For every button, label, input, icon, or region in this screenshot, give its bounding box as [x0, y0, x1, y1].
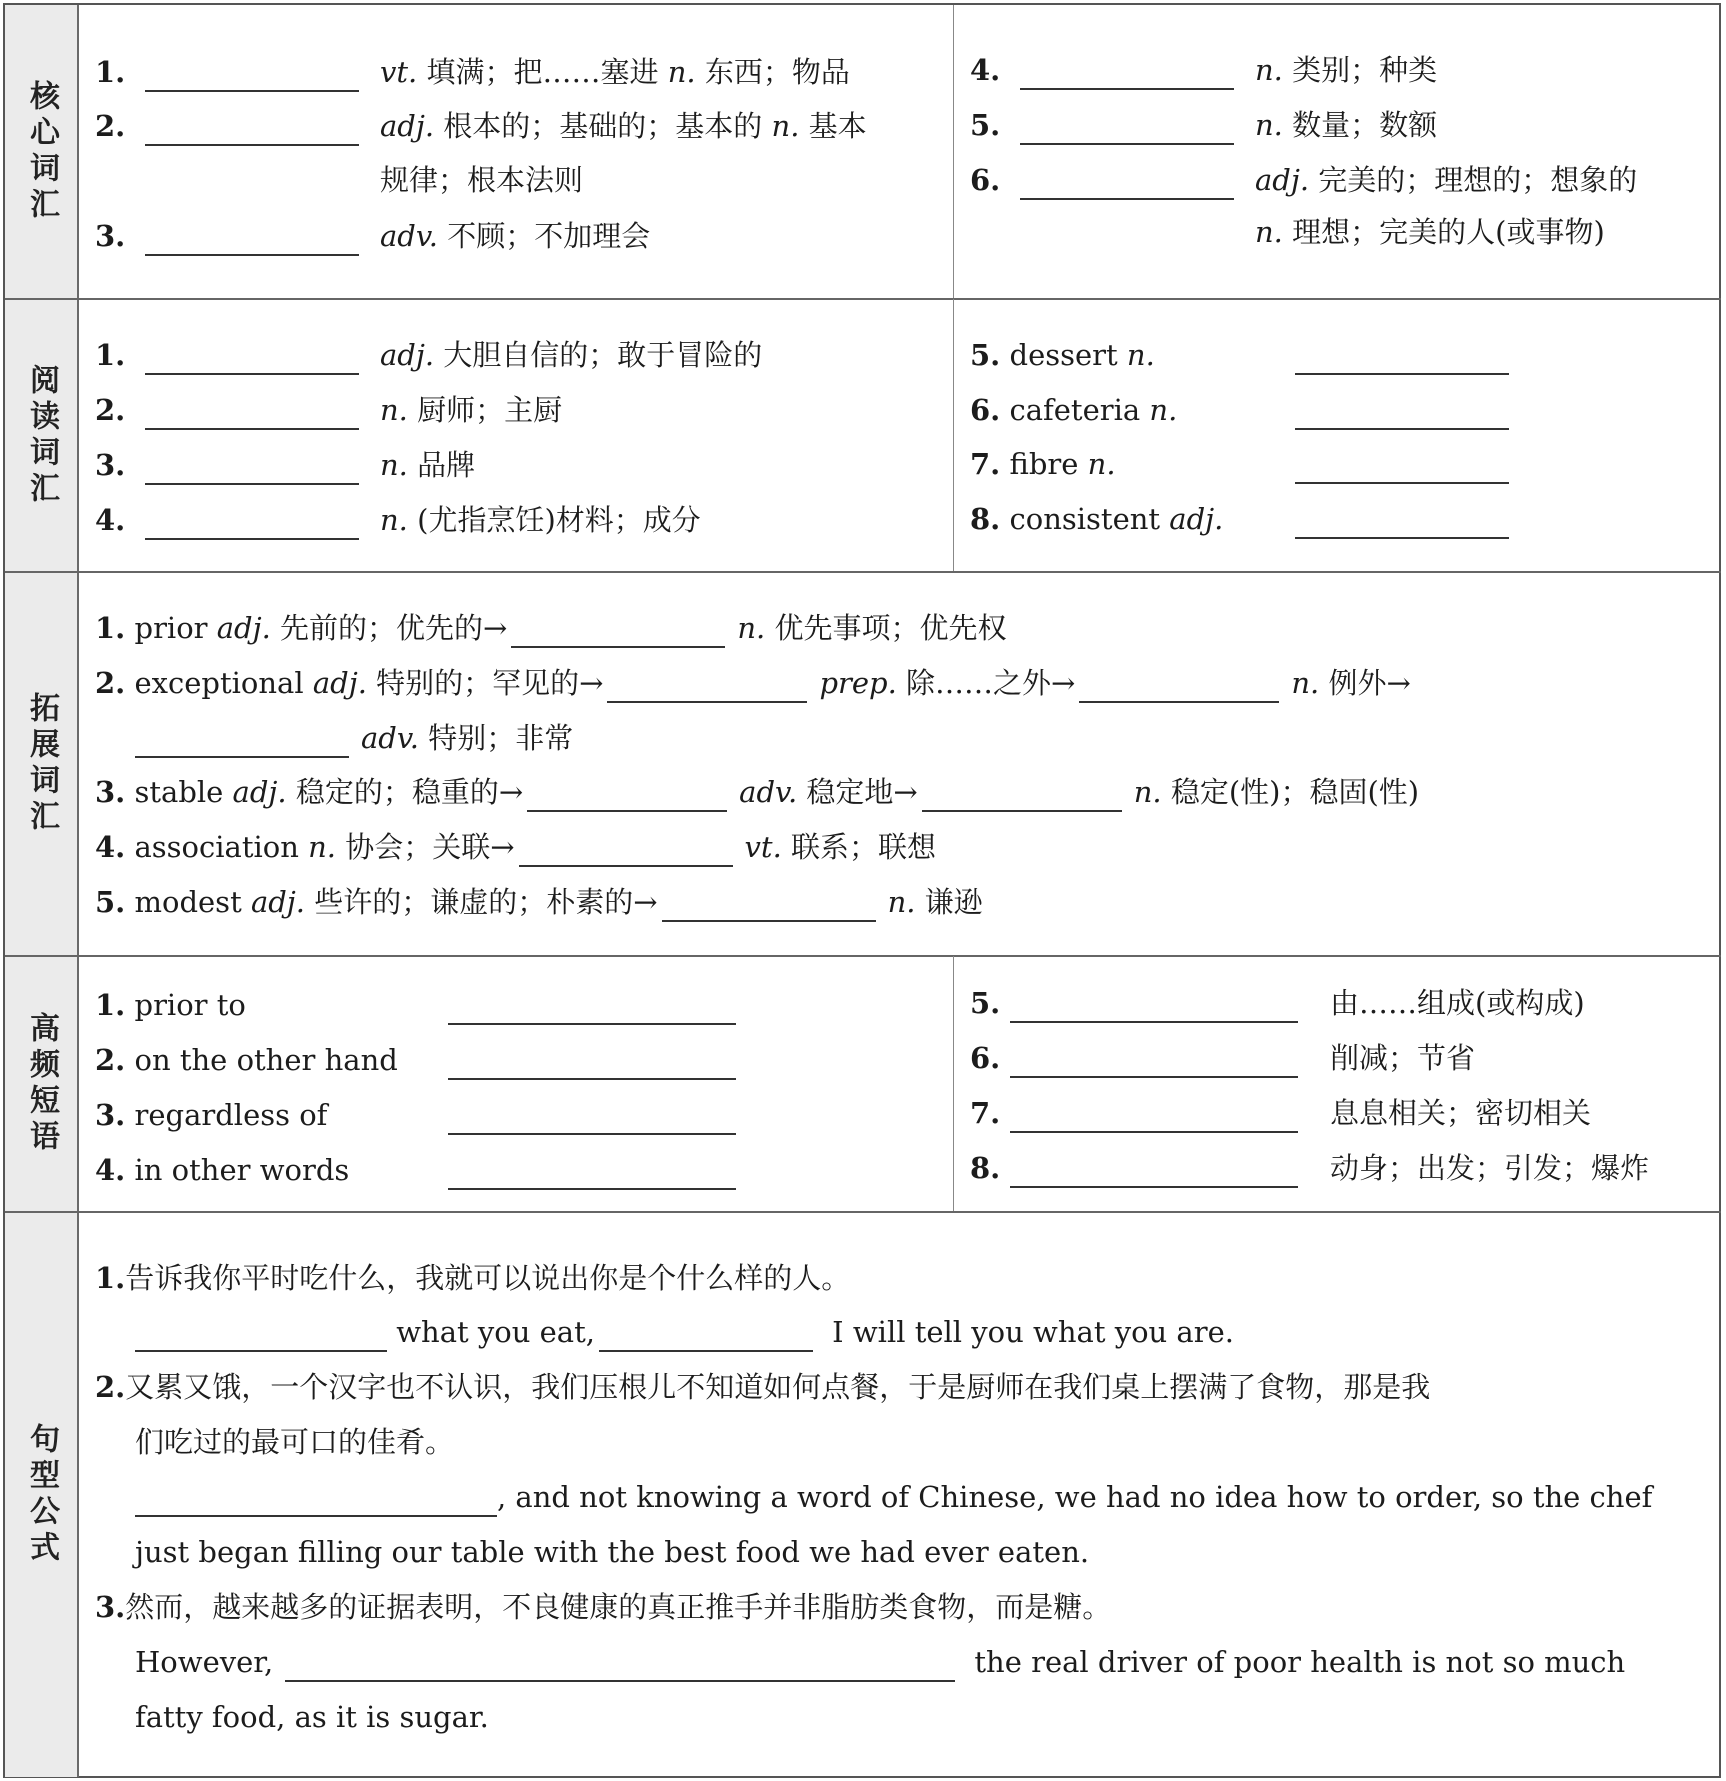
reading-item-5: 5. dessert n.: [970, 338, 1155, 372]
divider: [5, 571, 1721, 573]
phrase-item-6-def: 削减；节省: [1330, 1041, 1476, 1075]
phrase-item-1: 1. prior to: [95, 988, 246, 1022]
core-item-6-def: adj. 完美的；理想的；想象的: [1255, 163, 1638, 197]
sentence-2-cn-cont: 们吃过的最可口的佳肴。: [135, 1425, 455, 1459]
extend-item-5: 5. modest adj. 些许的；谦虚的；朴素的→ n. 谦逊: [95, 882, 983, 922]
answer-blank[interactable]: [135, 1487, 497, 1517]
answer-blank[interactable]: [607, 673, 807, 703]
section-label-phrases: 高频短语: [5, 956, 79, 1212]
core-item-6-def2: n. 理想；完美的人(或事物): [1255, 215, 1605, 249]
column-divider: [953, 956, 954, 1211]
answer-blank[interactable]: [145, 510, 359, 540]
answer-blank[interactable]: [527, 782, 727, 812]
answer-blank[interactable]: [1020, 115, 1234, 145]
core-item-2: 2.: [95, 106, 359, 146]
section-label-core: 核心词汇: [5, 5, 79, 299]
divider: [5, 298, 1721, 300]
reading-item-2-def: n. 厨师；主厨: [380, 393, 563, 427]
sentence-3-en: However, the real driver of poor health is not so much: [135, 1642, 1625, 1682]
reading-item-8: 8. consistent adj.: [970, 502, 1224, 536]
extend-item-1: 1. prior adj. 先前的；优先的→ n. 优先事项；优先权: [95, 608, 1006, 648]
answer-blank[interactable]: [1079, 673, 1279, 703]
column-divider: [953, 299, 954, 571]
phrase-item-2: 2. on the other hand: [95, 1043, 398, 1077]
reading-item-4-def: n. (尤指烹饪)材料；成分: [380, 503, 701, 537]
core-item-1: 1.: [95, 52, 359, 92]
answer-blank[interactable]: [1010, 1158, 1298, 1188]
answer-blank[interactable]: [448, 1160, 736, 1190]
core-item-3: 3.: [95, 216, 359, 256]
section-label-extend: 拓展词汇: [5, 572, 79, 956]
answer-blank[interactable]: [135, 728, 349, 758]
answer-blank[interactable]: [145, 62, 359, 92]
answer-blank[interactable]: [145, 455, 359, 485]
core-item-5: 5.: [970, 105, 1234, 145]
answer-blank[interactable]: [285, 1652, 955, 1682]
reading-item-3: 3.: [95, 445, 359, 485]
answer-blank[interactable]: [662, 892, 876, 922]
phrase-item-5: 5.: [970, 983, 1298, 1023]
answer-blank[interactable]: [145, 226, 359, 256]
answer-blank[interactable]: [1010, 1048, 1298, 1078]
core-item-4-def: n. 类别；种类: [1255, 53, 1438, 87]
answer-blank[interactable]: [448, 1105, 736, 1135]
answer-blank[interactable]: [145, 400, 359, 430]
answer-blank[interactable]: [1010, 1103, 1298, 1133]
core-item-5-def: n. 数量；数额: [1255, 108, 1438, 142]
sentence-2-en: , and not knowing a word of Chinese, we had no idea how to order, so the chef: [135, 1477, 1652, 1517]
phrase-item-7-def: 息息相关；密切相关: [1330, 1096, 1592, 1130]
phrase-item-8-def: 动身；出发；引发；爆炸: [1330, 1151, 1650, 1185]
core-item-1-def: vt. 填满；把……塞进 n. 东西；物品: [380, 55, 850, 89]
core-item-3-def: adv. 不顾；不加理会: [380, 219, 651, 253]
reading-item-6: 6. cafeteria n.: [970, 393, 1178, 427]
answer-blank[interactable]: [1020, 60, 1234, 90]
answer-blank[interactable]: [1295, 509, 1509, 539]
sentence-3-cn: 3.然而，越来越多的证据表明，不良健康的真正推手并非脂肪类食物，而是糖。: [95, 1590, 1112, 1624]
answer-blank[interactable]: [922, 782, 1122, 812]
answer-blank[interactable]: [519, 837, 733, 867]
extend-item-2-cont: adv. 特别；非常: [135, 718, 573, 758]
reading-item-1-def: adj. 大胆自信的；敢于冒险的: [380, 338, 763, 372]
sentence-2-cn: 2.又累又饿，一个汉字也不认识，我们压根儿不知道如何点餐，于是厨师在我们桌上摆满了食物，那是我: [95, 1370, 1431, 1404]
column-divider: [953, 5, 954, 298]
extend-item-2: 2. exceptional adj. 特别的；罕见的→ prep. 除……之外→ n. 例外→: [95, 663, 1411, 703]
reading-item-3-def: n. 品牌: [380, 448, 476, 482]
answer-blank[interactable]: [1295, 345, 1509, 375]
core-item-2-def-cont: 规律；根本法则: [380, 163, 584, 197]
reading-item-7: 7. fibre n.: [970, 447, 1116, 481]
sentence-3-en-cont: fatty food, as it is sugar.: [135, 1700, 489, 1734]
reading-item-2: 2.: [95, 390, 359, 430]
reading-item-1: 1.: [95, 335, 359, 375]
sentence-1-en: what you eat, I will tell you what you are.: [135, 1312, 1234, 1352]
answer-blank[interactable]: [135, 1322, 387, 1352]
phrase-item-8: 8.: [970, 1148, 1298, 1188]
answer-blank[interactable]: [1295, 454, 1509, 484]
answer-blank[interactable]: [1295, 400, 1509, 430]
answer-blank[interactable]: [1010, 993, 1298, 1023]
core-item-4: 4.: [970, 50, 1234, 90]
sentence-2-en-cont: just began filling our table with the best food we had ever eaten.: [135, 1535, 1090, 1569]
answer-blank[interactable]: [448, 995, 736, 1025]
core-item-2-def: adj. 根本的；基础的；基本的 n. 基本: [380, 109, 867, 143]
section-label-reading: 阅读词汇: [5, 299, 79, 572]
phrase-item-4: 4. in other words: [95, 1153, 350, 1187]
reading-item-4: 4.: [95, 500, 359, 540]
divider: [5, 1211, 1721, 1213]
answer-blank[interactable]: [448, 1050, 736, 1080]
answer-blank[interactable]: [599, 1322, 813, 1352]
extend-item-4: 4. association n. 协会；关联→ vt. 联系；联想: [95, 827, 936, 867]
answer-blank[interactable]: [511, 618, 725, 648]
phrase-item-6: 6.: [970, 1038, 1298, 1078]
extend-item-3: 3. stable adj. 稳定的；稳重的→ adv. 稳定地→ n. 稳定(性)；稳固(性): [95, 772, 1419, 812]
answer-blank[interactable]: [145, 116, 359, 146]
answer-blank[interactable]: [145, 345, 359, 375]
phrase-item-5-def: 由……组成(或构成): [1330, 986, 1585, 1020]
divider: [5, 955, 1721, 957]
answer-blank[interactable]: [1020, 170, 1234, 200]
sentence-1-cn: 1.告诉我你平时吃什么，我就可以说出你是个什么样的人。: [95, 1261, 851, 1295]
phrase-item-7: 7.: [970, 1093, 1298, 1133]
core-item-6: 6.: [970, 160, 1234, 200]
phrase-item-3: 3. regardless of: [95, 1098, 328, 1132]
section-label-sentences: 句型公式: [5, 1212, 79, 1777]
